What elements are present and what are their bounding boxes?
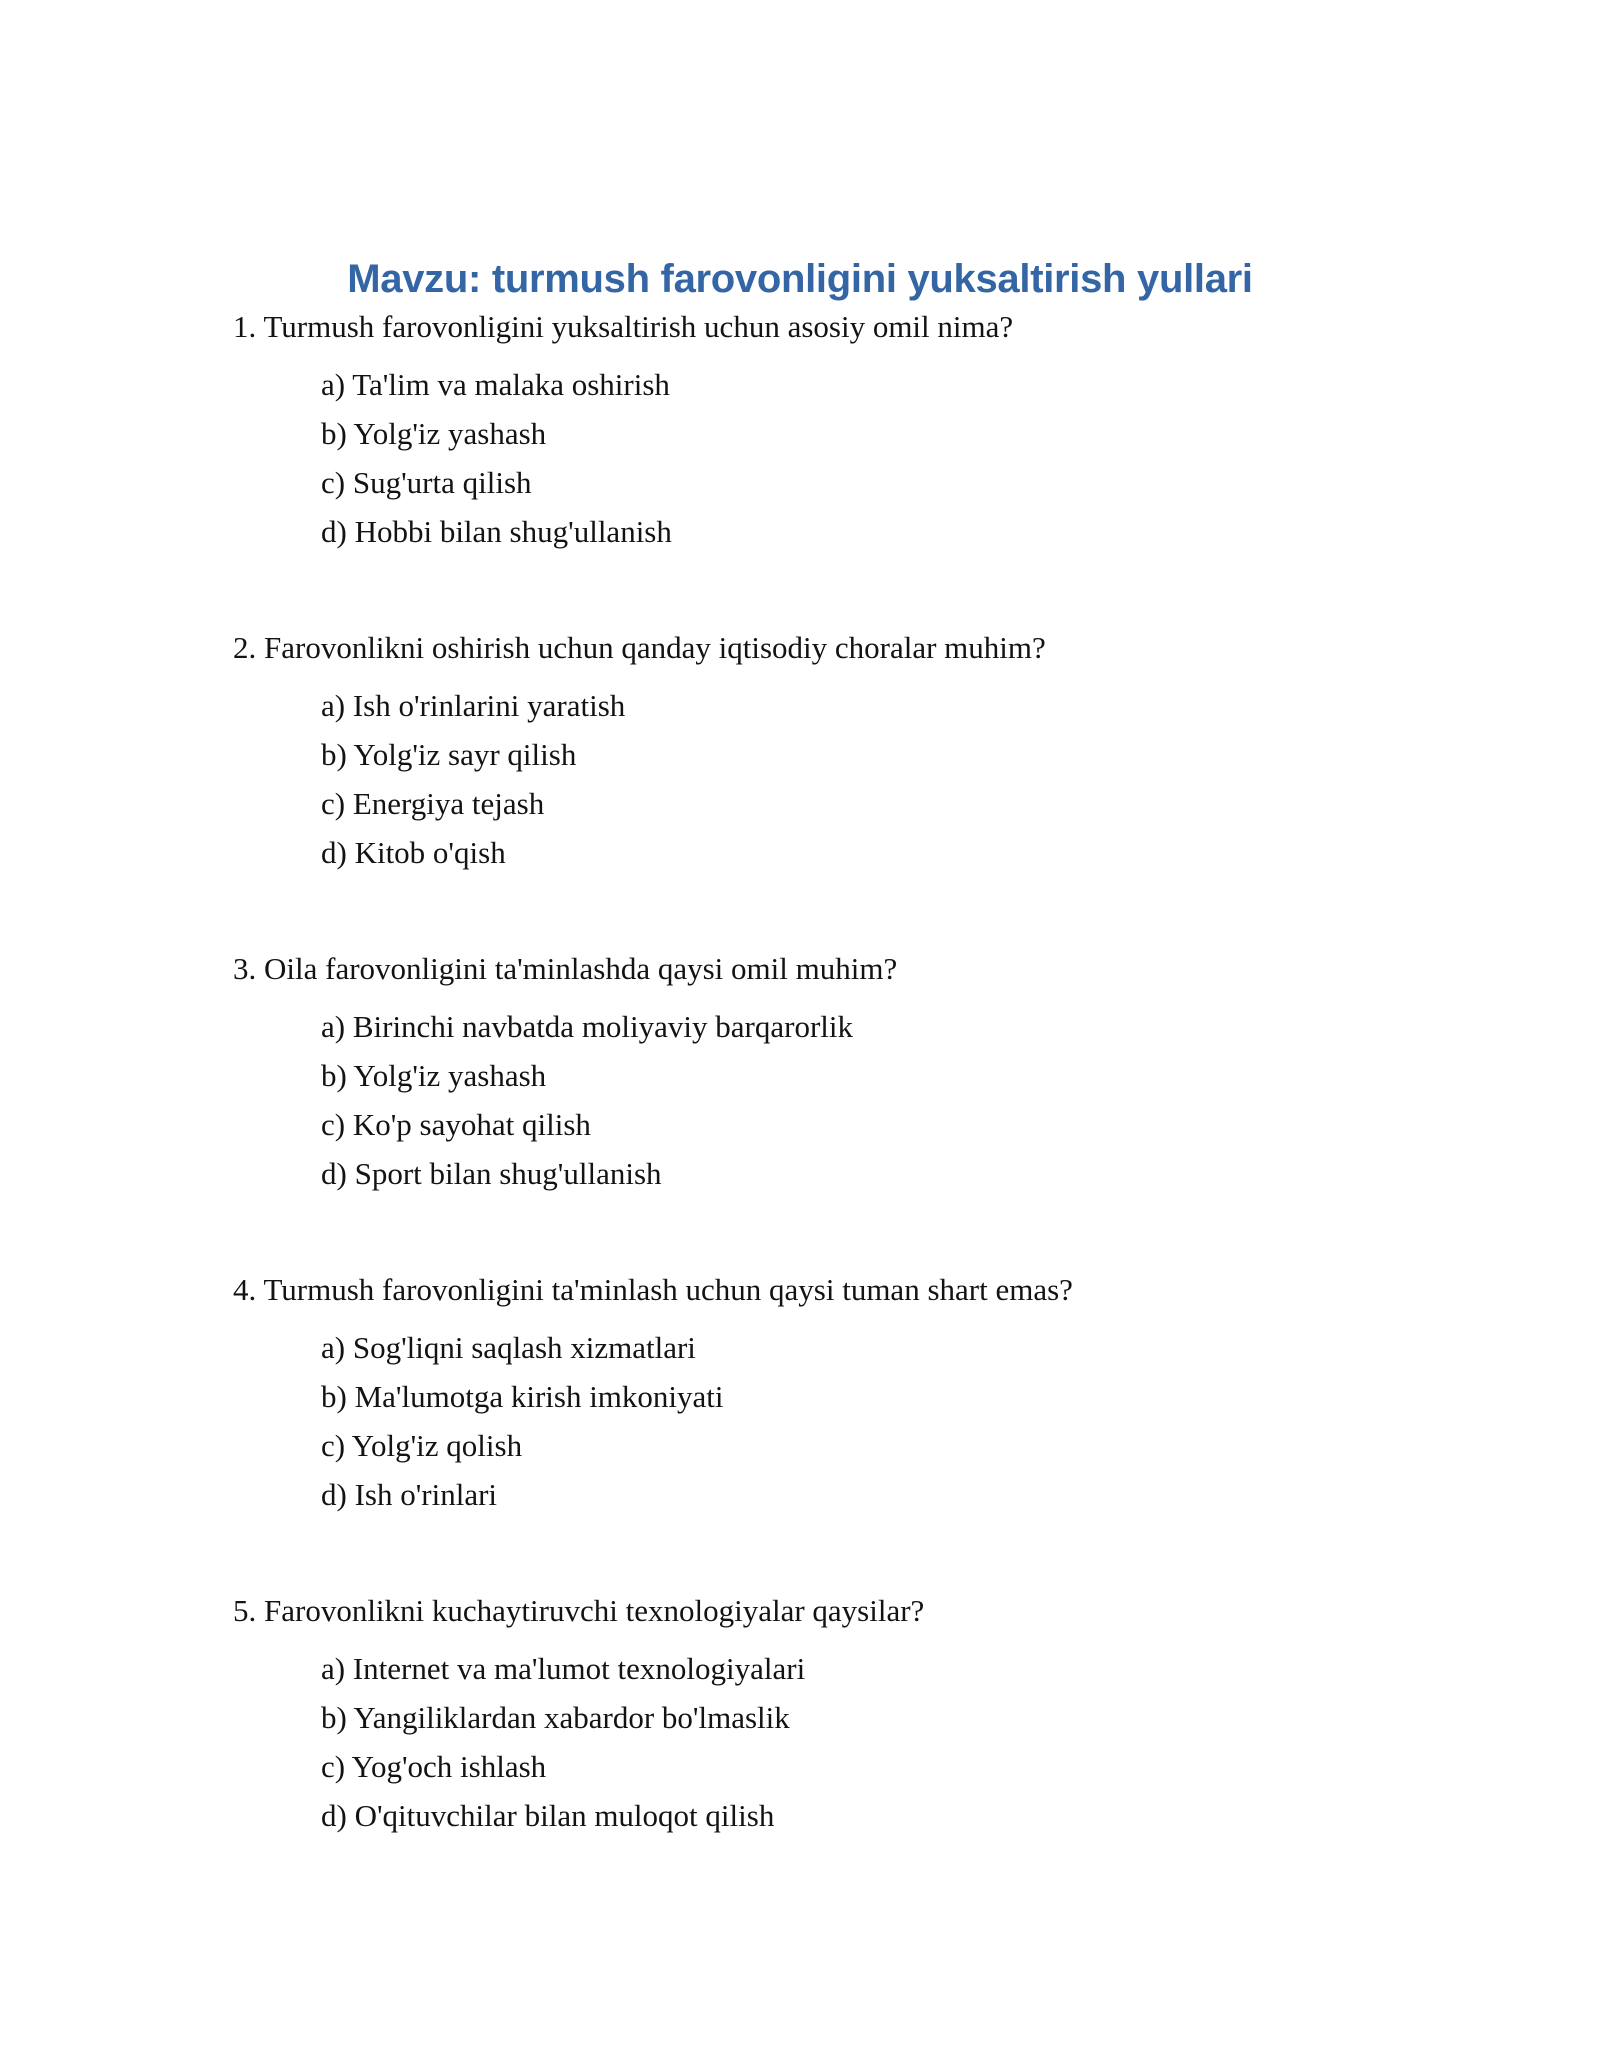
- document-title: Mavzu: turmush farovonligini yuksaltirish yullari: [347, 257, 1253, 301]
- question-block-4: [0, 1266, 1600, 1519]
- question-2-option-b: b) Yolg'iz sayr qilish: [321, 737, 577, 772]
- question-4-text: 4. Turmush farovonligini ta'minlash uchun qaysi tuman shart emas?: [233, 1272, 1073, 1307]
- question-5-text: 5. Farovonlikni kuchaytiruvchi texnologiyalar qaysilar?: [233, 1593, 925, 1628]
- question-2-text: 2. Farovonlikni oshirish uchun qanday iqtisodiy choralar muhim?: [233, 630, 1046, 665]
- question-1-option-a: a) Ta'lim va malaka oshirish: [321, 367, 670, 402]
- question-block-1: [0, 303, 1600, 556]
- question-4-options: [321, 1323, 1540, 1519]
- question-1-options: [321, 360, 1540, 556]
- question-1-text: 1. Turmush farovonligini yuksaltirish uchun asosiy omil nima?: [233, 309, 1014, 344]
- question-4-option-b: b) Ma'lumotga kirish imkoniyati: [321, 1379, 724, 1414]
- question-5-option-c: c) Yog'och ishlash: [321, 1749, 547, 1784]
- question-block-5: [0, 1587, 1600, 1840]
- question-4-option-c: c) Yolg'iz qolish: [321, 1428, 523, 1463]
- question-3-option-d: d) Sport bilan shug'ullanish: [321, 1156, 662, 1191]
- question-5-option-b: b) Yangiliklardan xabardor bo'lmaslik: [321, 1700, 790, 1735]
- question-block-3: [0, 945, 1600, 1198]
- question-4-option-d: d) Ish o'rinlari: [321, 1477, 498, 1512]
- question-4-option-a: a) Sog'liqni saqlash xizmatlari: [321, 1330, 696, 1365]
- question-3-text: 3. Oila farovonligini ta'minlashda qaysi omil muhim?: [233, 951, 898, 986]
- question-2-option-d: d) Kitob o'qish: [321, 835, 506, 870]
- question-1-option-c: c) Sug'urta qilish: [321, 465, 532, 500]
- question-5-option-a: a) Internet va ma'lumot texnologiyalari: [321, 1651, 806, 1686]
- question-1-option-b: b) Yolg'iz yashash: [321, 416, 547, 451]
- question-3-option-b: b) Yolg'iz yashash: [321, 1058, 547, 1093]
- question-2-option-a: a) Ish o'rinlarini yaratish: [321, 688, 626, 723]
- question-2-options: [321, 681, 1540, 877]
- question-2-option-c: c) Energiya tejash: [321, 786, 545, 821]
- question-1-option-d: d) Hobbi bilan shug'ullanish: [321, 514, 672, 549]
- question-3-option-a: a) Birinchi navbatda moliyaviy barqarorlik: [321, 1009, 853, 1044]
- question-block-2: [0, 624, 1600, 877]
- question-3-options: [321, 1002, 1540, 1198]
- question-5-options: [321, 1644, 1540, 1840]
- question-3-option-c: c) Ko'p sayohat qilish: [321, 1107, 591, 1142]
- question-5-option-d: d) O'qituvchilar bilan muloqot qilish: [321, 1798, 775, 1833]
